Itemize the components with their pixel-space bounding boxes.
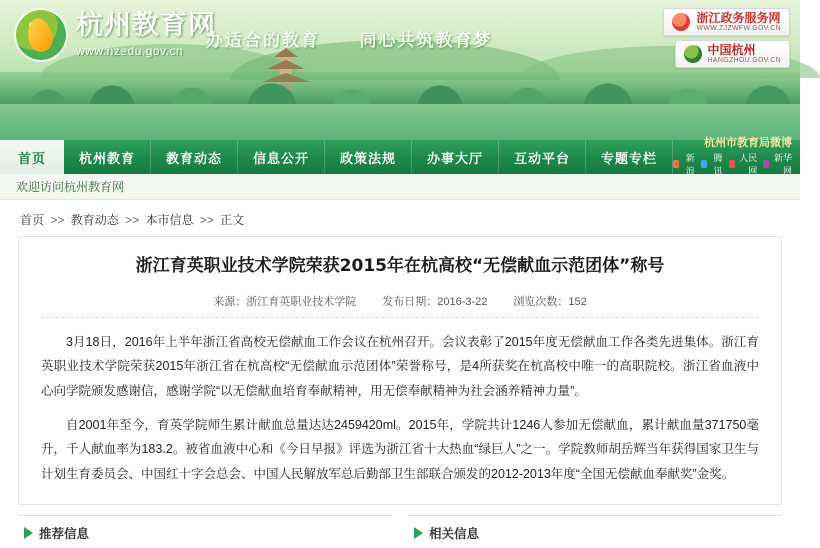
- breadcrumb: [18, 200, 782, 236]
- welcome-text: 欢迎访问杭州教育网: [16, 180, 125, 194]
- weibo-link-tencent[interactable]: [701, 151, 723, 177]
- nav-item-education-news[interactable]: 教育动态: [151, 140, 238, 174]
- banner-slogan: [206, 26, 492, 51]
- related-info-panel: [408, 515, 782, 548]
- welcome-bar: [0, 174, 800, 200]
- article-views-value: 152: [568, 295, 587, 308]
- panel-header[interactable]: [18, 516, 392, 548]
- article-date: [382, 293, 487, 309]
- article-date-label: 发布日期：: [382, 295, 438, 308]
- tencent-icon: [701, 160, 707, 168]
- breadcrumb-item-article: 正文: [220, 213, 245, 227]
- weibo-link-label: 腾讯: [713, 153, 723, 177]
- article-title: 浙江育英职业技术学院荣获2015年在杭高校“无偿献血示范团体”称号: [135, 256, 665, 276]
- slogan-right: 同心共筑教育梦: [359, 31, 493, 50]
- breadcrumb-separator: >>: [50, 213, 65, 227]
- nav-item-hangzhou-education[interactable]: 杭州教育: [64, 140, 151, 174]
- weibo-link-label: 新华网: [773, 153, 792, 177]
- article-date-value: 2016-3-22: [437, 295, 488, 308]
- weibo-title: 杭州市教育局微博: [704, 136, 792, 149]
- sina-icon: [673, 160, 679, 168]
- banner-treeline: [0, 74, 800, 108]
- content-area: [0, 200, 800, 505]
- article-views: [513, 293, 586, 309]
- weibo-links: [673, 151, 792, 177]
- china-hangzhou-badge[interactable]: [675, 40, 790, 68]
- breadcrumb-separator: >>: [125, 213, 140, 227]
- recommended-info-panel: [18, 515, 392, 548]
- weibo-link-people[interactable]: [729, 151, 758, 177]
- main-navigation: [0, 136, 800, 177]
- badge-label: 浙江政务服务网 WWW.ZJZWFW.GOV.CN: [696, 11, 781, 32]
- breadcrumb-item-home[interactable]: 首页: [20, 213, 45, 227]
- xinhua-icon: [763, 160, 769, 168]
- weibo-link-label: 人民网: [739, 153, 758, 177]
- badge-label: 中国杭州 HANGZHOU.GOV.CN: [707, 43, 781, 64]
- article-views-label: 浏览次数：: [513, 295, 569, 308]
- weibo-link-sina[interactable]: [673, 151, 695, 177]
- nav-item-service-hall[interactable]: 办事大厅: [412, 140, 499, 174]
- article-body: [41, 318, 759, 486]
- nav-item-information-disclosure[interactable]: 信息公开: [238, 140, 325, 174]
- panel-title: 相关信息: [429, 527, 480, 542]
- badge-sublabel: HANGZHOU.GOV.CN: [707, 56, 781, 64]
- slogan-left: 办适合的教育: [206, 31, 320, 50]
- panel-title: 推荐信息: [39, 527, 90, 542]
- article-source-value: 浙江育英职业技术学院: [246, 295, 357, 308]
- weibo-link-xinhua[interactable]: [763, 151, 792, 177]
- nav-item-interactive-platform[interactable]: 互动平台: [499, 140, 586, 174]
- nav-item-special-columns[interactable]: 专题专栏: [586, 140, 673, 174]
- breadcrumb-item-local-info[interactable]: 本市信息: [145, 213, 194, 227]
- article-source-label: 来源：: [213, 295, 247, 308]
- weibo-section: [673, 136, 800, 177]
- zhejiang-gov-service-logo-icon: [672, 13, 690, 31]
- site-title: 杭州教育网: [76, 10, 216, 41]
- china-hangzhou-logo-icon: [684, 45, 702, 63]
- weibo-link-label: 新浪: [685, 153, 695, 177]
- panel-header[interactable]: [408, 516, 782, 548]
- article-meta: [41, 293, 759, 318]
- breadcrumb-item-education-news[interactable]: 教育动态: [70, 213, 119, 227]
- breadcrumb-separator: >>: [199, 213, 214, 227]
- arrow-right-icon: [24, 527, 33, 539]
- people-icon: [729, 160, 735, 168]
- site-logo[interactable]: [14, 8, 216, 62]
- site-url: www.hzedu.gov.cn: [76, 44, 184, 58]
- arrow-right-icon: [414, 527, 423, 539]
- zhejiang-gov-service-badge[interactable]: [663, 8, 790, 36]
- site-banner: [0, 0, 800, 140]
- article-paragraph: 自2001年至今，育英学院师生累计献血总量达达2459420ml。2015年，学院共计1246人参加无偿献血，累计献血量371750毫升，千人献血率为183.2。被省血液中心和《今日早报》评选为浙江省十大热血“绿巨人”之一。学院教师胡岳辉当年获得国家卫生与计划生育委员会、中国红十字会总会、中国人民解放军总后勤部卫生部联合颁发的2012-2013年度“全国无偿献血奉献奖”金奖。: [41, 417, 759, 481]
- article-paragraph: 3月18日，2016年上半年浙江省高校无偿献血工作会议在杭州召开。会议表彰了2015年度无偿献血工作各类先进集体。浙江育英职业技术学院荣获2015年浙江省在杭高校“无偿献血示范团体”荣誉称号，是4所获奖在杭高校中唯一的高职院校。浙江省血液中心向学院颁发感谢信，感谢学院“以无偿献血培育奉献精神，用无偿奉献精神为社会涵养精神力量”。: [41, 334, 759, 398]
- nav-item-policies-regulations[interactable]: 政策法规: [325, 140, 412, 174]
- hzedu-leaf-logo-icon: [14, 8, 68, 62]
- badge-sublabel: WWW.ZJZWFW.GOV.CN: [696, 24, 781, 32]
- banner-lake: [0, 104, 800, 140]
- related-panels: [0, 505, 800, 548]
- nav-item-home[interactable]: 首页: [0, 140, 64, 174]
- article-container: [18, 236, 782, 505]
- article-source: [213, 293, 356, 309]
